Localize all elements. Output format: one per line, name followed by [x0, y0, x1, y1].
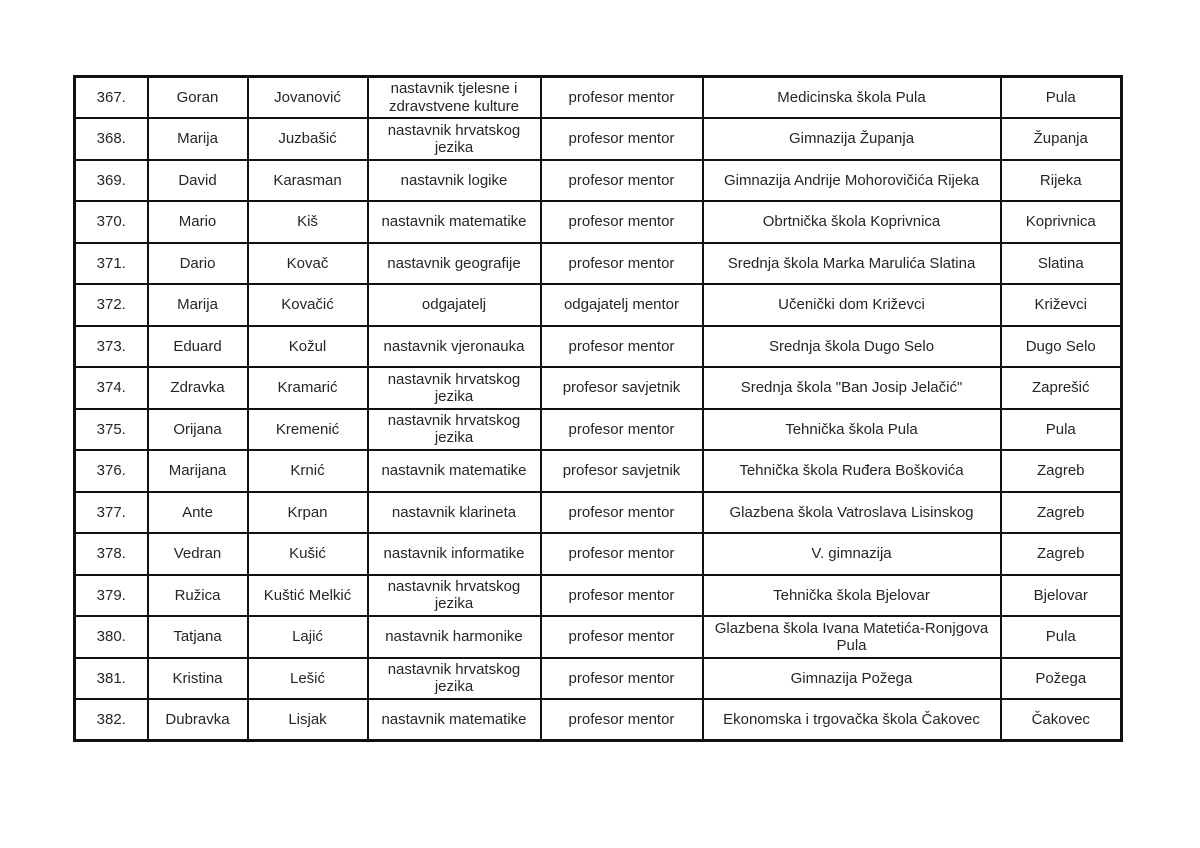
cell-title: profesor mentor	[541, 658, 703, 700]
cell-position: nastavnik matematike	[368, 450, 541, 492]
cell-school: Tehnička škola Ruđera Boškovića	[703, 450, 1001, 492]
cell-city: Zaprešić	[1001, 367, 1122, 409]
cell-school: Srednja škola "Ban Josip Jelačić"	[703, 367, 1001, 409]
cell-school: Tehnička škola Pula	[703, 409, 1001, 451]
cell-city: Križevci	[1001, 284, 1122, 326]
cell-last-name: Juzbašić	[248, 118, 368, 160]
table-row	[75, 201, 1122, 243]
table-row	[75, 77, 1122, 119]
cell-row-number: 374.	[75, 367, 148, 409]
cell-title: profesor mentor	[541, 243, 703, 285]
table-row	[75, 658, 1122, 700]
table-row	[75, 699, 1122, 741]
cell-row-number: 378.	[75, 533, 148, 575]
cell-position: nastavnik matematike	[368, 201, 541, 243]
cell-school: Medicinska škola Pula	[703, 77, 1001, 119]
cell-last-name: Karasman	[248, 160, 368, 202]
cell-row-number: 371.	[75, 243, 148, 285]
cell-first-name: Vedran	[148, 533, 248, 575]
cell-last-name: Kožul	[248, 326, 368, 368]
cell-title: profesor mentor	[541, 616, 703, 658]
cell-city: Zagreb	[1001, 533, 1122, 575]
cell-city: Županja	[1001, 118, 1122, 160]
table-row	[75, 367, 1122, 409]
cell-row-number: 370.	[75, 201, 148, 243]
cell-title: odgajatelj mentor	[541, 284, 703, 326]
cell-title: profesor mentor	[541, 118, 703, 160]
cell-title: profesor mentor	[541, 699, 703, 741]
cell-last-name: Lešić	[248, 658, 368, 700]
cell-row-number: 382.	[75, 699, 148, 741]
cell-last-name: Kuštić Melkić	[248, 575, 368, 617]
cell-last-name: Lisjak	[248, 699, 368, 741]
cell-school: Srednja škola Dugo Selo	[703, 326, 1001, 368]
cell-title: profesor mentor	[541, 575, 703, 617]
table-row	[75, 450, 1122, 492]
cell-row-number: 372.	[75, 284, 148, 326]
cell-first-name: Marija	[148, 284, 248, 326]
table-row	[75, 492, 1122, 534]
cell-first-name: Kristina	[148, 658, 248, 700]
cell-last-name: Kramarić	[248, 367, 368, 409]
cell-city: Dugo Selo	[1001, 326, 1122, 368]
cell-school: Ekonomska i trgovačka škola Čakovec	[703, 699, 1001, 741]
table-row	[75, 160, 1122, 202]
table-row	[75, 326, 1122, 368]
cell-school: Tehnička škola Bjelovar	[703, 575, 1001, 617]
cell-title: profesor mentor	[541, 492, 703, 534]
cell-position: nastavnik hrvatskog jezika	[368, 118, 541, 160]
cell-last-name: Krnić	[248, 450, 368, 492]
cell-first-name: Marija	[148, 118, 248, 160]
cell-first-name: Goran	[148, 77, 248, 119]
cell-position: nastavnik vjeronauka	[368, 326, 541, 368]
cell-city: Bjelovar	[1001, 575, 1122, 617]
cell-city: Požega	[1001, 658, 1122, 700]
teachers-table-body	[75, 77, 1122, 741]
teachers-table	[73, 75, 1123, 742]
cell-city: Pula	[1001, 616, 1122, 658]
cell-row-number: 377.	[75, 492, 148, 534]
cell-city: Rijeka	[1001, 160, 1122, 202]
cell-school: Gimnazija Požega	[703, 658, 1001, 700]
cell-position: nastavnik harmonike	[368, 616, 541, 658]
cell-title: profesor mentor	[541, 326, 703, 368]
cell-last-name: Lajić	[248, 616, 368, 658]
cell-position: nastavnik logike	[368, 160, 541, 202]
cell-city: Čakovec	[1001, 699, 1122, 741]
cell-city: Slatina	[1001, 243, 1122, 285]
table-row	[75, 616, 1122, 658]
cell-position: nastavnik klarineta	[368, 492, 541, 534]
cell-title: profesor mentor	[541, 409, 703, 451]
cell-position: nastavnik hrvatskog jezika	[368, 409, 541, 451]
cell-last-name: Krpan	[248, 492, 368, 534]
cell-row-number: 381.	[75, 658, 148, 700]
cell-title: profesor mentor	[541, 77, 703, 119]
cell-last-name: Kovač	[248, 243, 368, 285]
cell-title: profesor savjetnik	[541, 367, 703, 409]
cell-first-name: David	[148, 160, 248, 202]
cell-city: Pula	[1001, 409, 1122, 451]
cell-row-number: 369.	[75, 160, 148, 202]
cell-city: Pula	[1001, 77, 1122, 119]
cell-first-name: Marijana	[148, 450, 248, 492]
cell-first-name: Orijana	[148, 409, 248, 451]
cell-first-name: Dubravka	[148, 699, 248, 741]
cell-position: nastavnik hrvatskog jezika	[368, 658, 541, 700]
cell-row-number: 379.	[75, 575, 148, 617]
cell-school: Gimnazija Andrije Mohorovičića Rijeka	[703, 160, 1001, 202]
table-row	[75, 118, 1122, 160]
cell-last-name: Jovanović	[248, 77, 368, 119]
cell-title: profesor mentor	[541, 160, 703, 202]
cell-city: Zagreb	[1001, 450, 1122, 492]
cell-last-name: Kovačić	[248, 284, 368, 326]
cell-school: Srednja škola Marka Marulića Slatina	[703, 243, 1001, 285]
cell-position: nastavnik informatike	[368, 533, 541, 575]
cell-row-number: 380.	[75, 616, 148, 658]
cell-row-number: 367.	[75, 77, 148, 119]
cell-row-number: 376.	[75, 450, 148, 492]
cell-city: Koprivnica	[1001, 201, 1122, 243]
cell-title: profesor mentor	[541, 533, 703, 575]
cell-position: nastavnik hrvatskog jezika	[368, 367, 541, 409]
cell-school: Glazbena škola Vatroslava Lisinskog	[703, 492, 1001, 534]
table-row	[75, 533, 1122, 575]
cell-first-name: Zdravka	[148, 367, 248, 409]
cell-first-name: Tatjana	[148, 616, 248, 658]
cell-row-number: 368.	[75, 118, 148, 160]
cell-first-name: Ante	[148, 492, 248, 534]
cell-position: odgajatelj	[368, 284, 541, 326]
table-row	[75, 575, 1122, 617]
cell-first-name: Dario	[148, 243, 248, 285]
table-row	[75, 243, 1122, 285]
cell-school: V. gimnazija	[703, 533, 1001, 575]
cell-school: Glazbena škola Ivana Matetića-Ronjgova Pula	[703, 616, 1001, 658]
cell-last-name: Kremenić	[248, 409, 368, 451]
cell-position: nastavnik matematike	[368, 699, 541, 741]
cell-school: Obrtnička škola Koprivnica	[703, 201, 1001, 243]
cell-title: profesor savjetnik	[541, 450, 703, 492]
cell-school: Učenički dom Križevci	[703, 284, 1001, 326]
cell-position: nastavnik tjelesne i zdravstvene kulture	[368, 77, 541, 119]
cell-row-number: 375.	[75, 409, 148, 451]
cell-title: profesor mentor	[541, 201, 703, 243]
table-row	[75, 409, 1122, 451]
cell-last-name: Kušić	[248, 533, 368, 575]
cell-first-name: Mario	[148, 201, 248, 243]
cell-position: nastavnik geografije	[368, 243, 541, 285]
cell-first-name: Eduard	[148, 326, 248, 368]
cell-last-name: Kiš	[248, 201, 368, 243]
cell-school: Gimnazija Županja	[703, 118, 1001, 160]
cell-city: Zagreb	[1001, 492, 1122, 534]
cell-position: nastavnik hrvatskog jezika	[368, 575, 541, 617]
table-row	[75, 284, 1122, 326]
cell-row-number: 373.	[75, 326, 148, 368]
cell-first-name: Ružica	[148, 575, 248, 617]
